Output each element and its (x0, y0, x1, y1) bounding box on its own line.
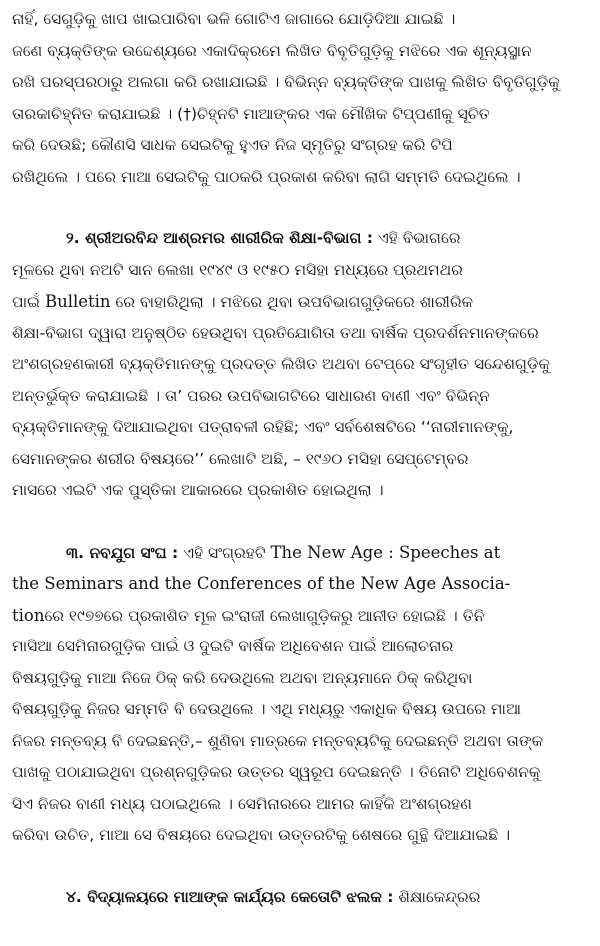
text-line: ସେମାନଙ୍କର ଶରୀର ବିଷୟରେ’’ ଲେଖାଟି ଅଛି, – ୧୯୬୦ ମସିହା ସେପ୍ଟେମ୍ବର (12, 449, 469, 468)
text-fragment: ଶିକ୍ଷାକେନ୍ଦ୍ରର (393, 887, 481, 906)
text-line: ମାସରେ ଏଇଟି ଏକ ପୁସ୍ତିକା ଆକାରରେ ପ୍ରକାଶିତ ହୋଇଥିଲା । (12, 481, 384, 499)
english-title: The New Age : Speeches at (270, 542, 501, 562)
english-title: tion (12, 605, 45, 625)
text-line: ବିଷୟଗୁଡ଼ିକୁ ନିଜର ସମ୍ମତି ବି ଦେଉଥିଲେ । ଏଥି ମଧ୍ୟରୁ ଏକାଧିକ ବିଷୟ ଉପରେ ମାଆ (12, 700, 521, 718)
paragraph-intro (12, 4, 586, 193)
text-fragment: ରେ ବାହାରିଥିଲା । ମଝିରେ ଥିବା ଉପବିଭାଗଗୁଡ଼ିକରେ ଶାରୀରିକ (110, 293, 474, 311)
text-line: କରିବା ଉଚିତ, ମାଆ ସେ ବିଷୟରେ ଦେଇଥିବା ଉତ୍ତରଟିକୁ ଶେଷରେ ଗୁନ୍ଥି ଦିଆଯାଇଛି । (12, 826, 511, 844)
section-heading-line (12, 882, 586, 914)
text-line: ନିଜର ମନ୍ତବ୍ୟ ବି ଦେଇଛନ୍ତି,– ଶୁଣିବା ମାତ୍ରକେ ମନ୍ତବ୍ୟଟିକୁ ଦେଇଛନ୍ତି ଅଥବା ତାଙ୍କ (12, 731, 544, 750)
paragraph-gap (12, 507, 586, 537)
text-line: ମୂଳରେ ଥିବା ନଅଟି ସାନ ଲେଖା ୧୯୪୯ ଓ ୧୯୫୦ ମସିହା ମଧ୍ୟରେ ପ୍ରଥମଥର (12, 260, 463, 279)
section-school-glimpses (12, 882, 586, 914)
english-term: Bulletin (44, 292, 111, 311)
text-line: ବ୍ୟକ୍ତିମାନଙ୍କୁ ଦିଆଯାଇଥିବା ପତ୍ରାବଳୀ ରହିଛି; ଏବଂ ସର୍ବଶେଷଟିରେ ‘‘ନାରୀମାନଙ୍କୁ, (12, 418, 514, 436)
text-line: ଜଣେ ବ୍ୟକ୍ତିଙ୍କ ଉଦ୍ଦେଶ୍ୟରେ ଏକାଦିକ୍ରମେ ଲିଖିତ ବିବୃତିଗୁଡ଼ିକୁ ମଝିରେ ଏକ ଶୂନ୍ୟସ୍ଥାନ (12, 41, 532, 60)
text-line: ଶିକ୍ଷା-ବିଭାଗ ଦ୍ୱାରା ଅନୁଷ୍ଠିତ ହେଉଥିବା ପ୍ରତିଯୋଗିତା ତଥା ବାର୍ଷିକ ପ୍ରଦର୍ଶନମାନଙ୍କରେ (12, 323, 539, 342)
text-line: ବିଷୟଗୁଡ଼ିକୁ ମାଆ ନିଜେ ଠିକ୍ କରି ଦେଉଥିଲେ ଅଥବା ଅନ୍ୟମାନେ ଠିକ୍ କରିଥିବା (12, 668, 473, 687)
text-fragment: ରେ ୧୯୭୭ରେ ପ୍ରକାଶିତ ମୂଳ ଇଂରାଜୀ ଲେଖାଗୁଡ଼ିକରୁ ଆନୀତ ହୋଇଛି । ତିନି (44, 606, 485, 625)
text-line (12, 600, 586, 632)
text-line: ରଖି ପରସ୍ପରଠାରୁ ଅଲଗା କରି ରଖାଯାଇଛି । ବିଭିନ୍ନ ବ୍ୟକ୍ତିଙ୍କ ପାଖକୁ ଲିଖିତ ବିବୃତିଗୁଡ଼ିକୁ (12, 73, 560, 91)
text-line: ତାରକାଚିହ୍ନିତ କରାଯାଇଛି । (†)ଚିହ୍ନଟି ମାଆଙ୍କର ଏକ ମୌଖିକ ଟିପ୍ପଣୀକୁ ସୂଚିତ (12, 104, 490, 123)
paragraph-gap (12, 852, 586, 882)
section-new-age-association (12, 537, 586, 852)
english-title-line: the Seminars and the Conferences of the New Age Associa- (12, 574, 511, 593)
section-physical-education (12, 223, 586, 507)
text-fragment: ଏହି ବିଭାଗରେ (372, 229, 461, 247)
section-heading-line (12, 537, 586, 569)
text-line: ଅନ୍ତର୍ଭୁକ୍ତ କରାଯାଇଛି । ତା’ ପରର ଉପବିଭାଗଟିରେ ସାଧାରଣ ବାଣୀ ଏବଂ ବିଭିନ୍ନ (12, 386, 490, 405)
section-heading: ୩. ନବଯୁଗ ସଂଘ : (66, 543, 179, 562)
text-line: ରଖିଥିଲେ । ପରେ ମାଆ ସେଇଟିକୁ ପାଠକରି ପ୍ରକାଶ କରିବା ଲାଗି ସମ୍ମତି ଦେଇଥିଲେ । (12, 167, 521, 186)
section-heading: ୪. ବିଦ୍ୟାଳୟରେ ମାଆଙ୍କ କାର୍ଯ୍ୟର କେତୋଟି ଝଲକ : (66, 887, 394, 906)
text-line: ଅଂଶଗ୍ରହଣକାରୀ ବ୍ୟକ୍ତିମାନଙ୍କୁ ପ୍ରଦତ୍ତ ଲିଖିତ ଅଥବା ଟେପ୍‌ରେ ସଂଗୃହୀତ ସନ୍ଦେଶଗୁଡ଼ିକୁ (12, 355, 550, 373)
text-line: ପାଖକୁ ପଠାଯାଇଥିବା ପ୍ରଶ୍ନଗୁଡ଼ିକର ଉତ୍ତର ସ୍ୱରୂପ ଦେଇଛନ୍ତି । ତିନୋଟି ଅଧିବେଶନକୁ (12, 763, 541, 781)
section-heading: ୨. ଶ୍ରୀଅରବିନ୍ଦ ଆଶ୍ରମର ଶାରୀରିକ ଶିକ୍ଷା-ବିଭାଗ : (66, 229, 373, 247)
text-line: ସିଏ ନିଜର ବାଣୀ ମଧ୍ୟ ପଠାଇଥିଲେ । ସେମିନାରରେ ଆମର କାହିଁକି ଅଂଶଗ୍ରହଣ (12, 794, 472, 813)
text-fragment: ଏହି ସଂଗ୍ରହଟି (178, 543, 271, 562)
text-line: ମାସିଆ ସେମିନାରଗୁଡ଼ିକ ପାଇଁ ଓ ଦୁଇଟି ବାର୍ଷିକ ଅଧିବେଶନ ପାଇଁ ଆଲୋଚନାର (12, 637, 454, 655)
paragraph-gap (12, 193, 586, 223)
section-heading-line (12, 223, 586, 255)
text-fragment: ପାଇଁ (12, 293, 45, 311)
text-line: କରି ଦେଉଛି; କୌଣସି ସାଧକ ସେଇଟିକୁ ହୁଏତ ନିଜ ସ୍ମୃତିରୁ ସଂଗ୍ରହ କରି ଟିପି (12, 136, 453, 154)
text-line: ନାହିଁ, ସେଗୁଡ଼ିକୁ ଖାପ ଖାଇପାରିବା ଭଳି ଗୋଟିଏ ଜାଗାରେ ଯୋଡ଼ିଦିଆ ଯାଇଛି । (12, 10, 456, 28)
text-line (12, 286, 586, 318)
